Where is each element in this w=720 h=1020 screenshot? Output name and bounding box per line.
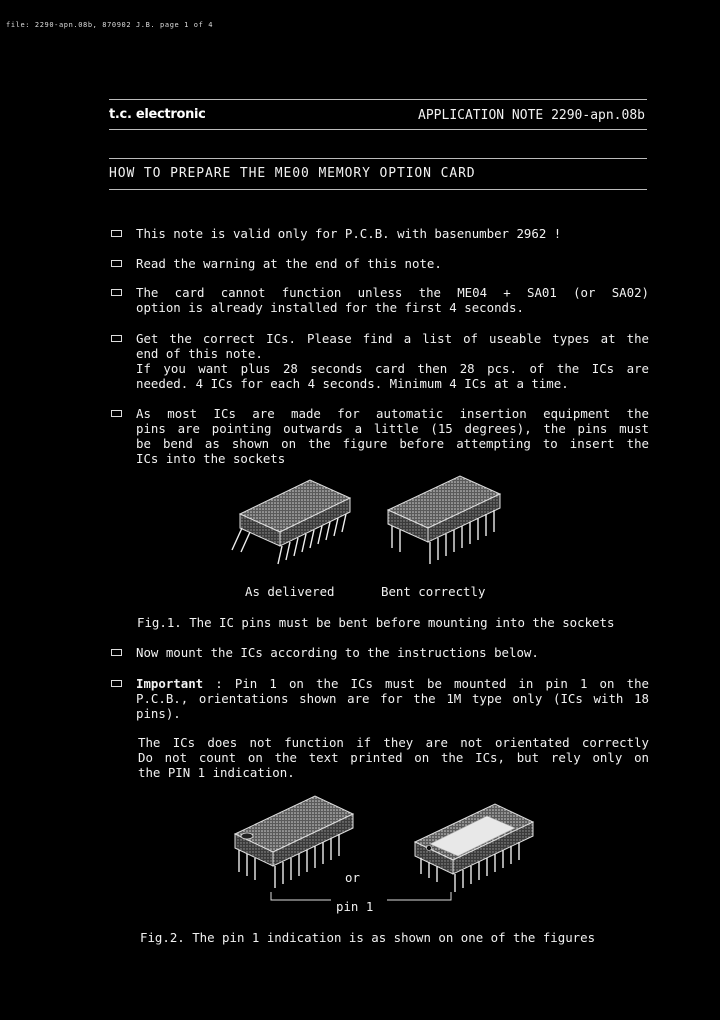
- item-text: option is already installed for the first 4 seconds.: [136, 300, 524, 315]
- list-item: [109, 256, 649, 271]
- fig2-caption: Fig.2. The pin 1 indication is as shown on one of the figures: [140, 930, 596, 945]
- list-item: [109, 676, 649, 721]
- checkbox-icon: [111, 260, 122, 267]
- checkbox-icon: [111, 230, 122, 237]
- item-text-rest: : Pin 1 on the ICs must be mounted in pin 1 on the: [215, 676, 649, 691]
- file-info-line: file: 2290-apn.08b, 870902 J.B. page 1 of 4: [6, 21, 214, 29]
- item-text: Now mount the ICs according to the instructions below.: [136, 645, 539, 660]
- title-bottom-rule: [109, 189, 647, 190]
- header-top-rule: [109, 99, 647, 100]
- ic-chip-as-delivered-icon: [232, 480, 350, 564]
- ic-chip-dot-icon: [415, 804, 533, 892]
- item-text: As most ICs are made for automatic insertion equipment the: [136, 406, 649, 421]
- checkbox-icon: [111, 335, 122, 342]
- item-text: be bend as shown on the figure before attempting to insert the: [136, 436, 649, 451]
- checkbox-icon: [111, 289, 122, 296]
- item-text: end of this note.: [136, 346, 263, 361]
- item-text: needed. 4 ICs for each 4 seconds. Minimum 4 ICs at a time.: [136, 376, 569, 391]
- brand-logo: t.c. electronic: [109, 107, 206, 122]
- item-text: pins are pointing outwards a little (15 degrees), the pins must: [136, 421, 649, 436]
- checkbox-icon: [111, 649, 122, 656]
- fig1-ic-illustration: [220, 466, 520, 588]
- item-text: This note is valid only for P.C.B. with basenumber 2962 !: [136, 226, 562, 241]
- item-text: The card cannot function unless the ME04 + SA01 (or SA02): [136, 285, 649, 300]
- item-text: P.C.B., orientations shown are for the 1M type only (ICs with 18: [136, 691, 649, 706]
- checkbox-icon: [111, 410, 122, 417]
- important-label: Important: [136, 676, 204, 691]
- item-text: Read the warning at the end of this note.: [136, 256, 442, 271]
- fig1-label-as-delivered: As delivered: [245, 584, 335, 599]
- fig2-ic-illustration: [225, 788, 545, 916]
- fig2-or-label: or: [345, 870, 360, 885]
- warning-paragraph: [138, 735, 649, 780]
- ic-chip-notch-icon: [235, 796, 353, 888]
- list-item: [109, 645, 649, 660]
- paragraph-line: Do not count on the text printed on the ICs, but rely only on: [138, 750, 649, 765]
- list-item: [109, 406, 649, 466]
- fig1-label-bent-correctly: Bent correctly: [381, 584, 486, 599]
- item-text: pins).: [136, 706, 181, 721]
- application-note-number: APPLICATION NOTE 2290-apn.08b: [418, 108, 645, 123]
- item-text: [136, 676, 649, 691]
- item-text: Get the correct ICs. Please find a list of useable types at the: [136, 331, 649, 346]
- page-title: HOW TO PREPARE THE ME00 MEMORY OPTION CARD: [109, 166, 476, 181]
- ic-chip-bent-correctly-icon: [388, 476, 500, 564]
- list-item: [109, 285, 649, 315]
- header-bottom-rule: [109, 129, 647, 130]
- fig2-pin1-label: pin 1: [336, 899, 374, 914]
- list-item: [109, 331, 649, 391]
- item-text: If you want plus 28 seconds card then 28 pcs. of the ICs are: [136, 361, 649, 376]
- fig1-caption: Fig.1. The IC pins must be bent before mounting into the sockets: [137, 615, 615, 630]
- paragraph-line: The ICs does not function if they are not orientated correctly: [138, 735, 649, 750]
- title-top-rule: [109, 158, 647, 159]
- paragraph-line: the PIN 1 indication.: [138, 765, 295, 780]
- item-text: ICs into the sockets: [136, 451, 286, 466]
- checkbox-icon: [111, 680, 122, 687]
- list-item: [109, 226, 649, 241]
